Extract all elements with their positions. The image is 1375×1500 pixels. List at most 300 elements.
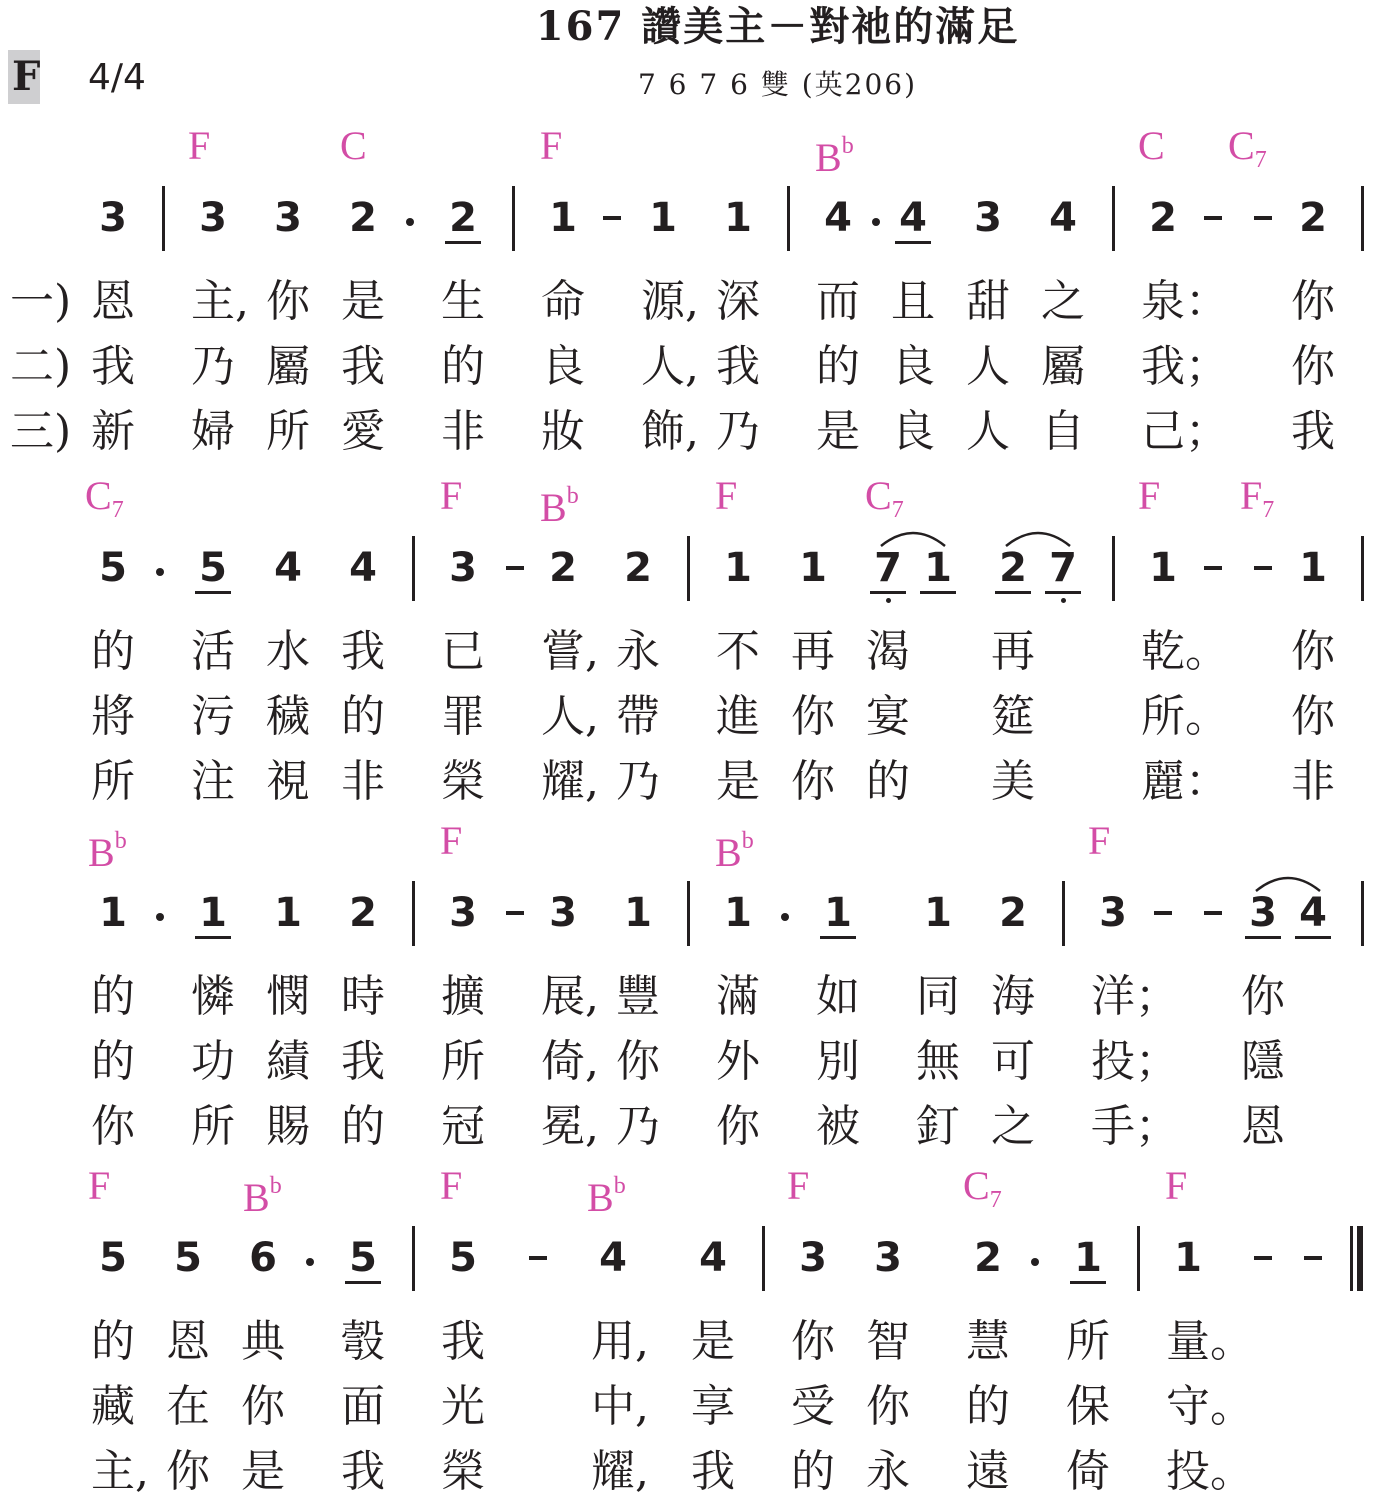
note-underline xyxy=(1245,936,1281,939)
lyric-syllable: 你 xyxy=(616,1036,660,1087)
barline xyxy=(412,881,415,946)
verse-label: 一) xyxy=(10,276,72,327)
lyric-syllable: 我 xyxy=(691,1446,735,1497)
augmentation-dot xyxy=(156,913,164,921)
lyric-syllable: 的 xyxy=(341,691,385,742)
lyric-syllable: 人 xyxy=(966,341,1010,392)
barline xyxy=(687,881,690,946)
lyric-syllable: 命 xyxy=(541,276,585,327)
lyric-syllable: 屬 xyxy=(266,341,310,392)
lyric-syllable: 是 xyxy=(341,276,385,327)
chord-extension: 7 xyxy=(989,1187,1002,1213)
lyric-syllable: 乾。 xyxy=(1141,626,1229,677)
barline xyxy=(162,186,165,251)
lyric-syllable: 你 xyxy=(791,1316,835,1367)
note-digit: 2 xyxy=(349,195,377,241)
sustain-dash xyxy=(1154,911,1172,915)
chord-root: F xyxy=(540,123,563,168)
note-digit: 2 xyxy=(549,545,577,591)
lyric-syllable: 注 xyxy=(191,756,235,807)
note-digit: 7 xyxy=(1049,545,1077,591)
note-digit: 5 xyxy=(199,545,227,591)
lyric-syllable: 的 xyxy=(791,1446,835,1497)
note-underline xyxy=(1295,936,1331,939)
chord-root: B xyxy=(88,830,115,875)
note-digit: 1 xyxy=(799,545,827,591)
final-barline-thin xyxy=(1350,1226,1353,1291)
chord-extension: 7 xyxy=(891,497,904,523)
note-digit: 5 xyxy=(99,1235,127,1281)
lyric-syllable: 彀 xyxy=(341,1316,385,1367)
chord-root: F xyxy=(1088,818,1111,863)
chord-symbol xyxy=(715,473,738,518)
lyric-syllable: 受 xyxy=(791,1381,835,1432)
lyric-syllable: 恩 xyxy=(1241,1101,1285,1152)
lyric-syllable: 如 xyxy=(816,971,860,1022)
barline xyxy=(412,536,415,601)
note-digit: 1 xyxy=(924,890,952,936)
note-digit: 5 xyxy=(349,1235,377,1281)
barline xyxy=(1361,186,1364,251)
lyric-syllable: 再 xyxy=(791,626,835,677)
lyric-syllable: 乃 xyxy=(616,1101,660,1152)
lyric-syllable: 穢 xyxy=(266,691,310,742)
lyric-syllable: 活 xyxy=(191,626,235,677)
note-underline xyxy=(1070,1281,1106,1284)
lyric-syllable: 別 xyxy=(816,1036,860,1087)
note-underline xyxy=(195,591,231,594)
lyric-syllable: 榮 xyxy=(441,1446,485,1497)
note-underline xyxy=(995,591,1031,594)
chord-symbol xyxy=(865,473,904,530)
lyric-syllable: 筵 xyxy=(991,691,1035,742)
tie-arc xyxy=(1253,871,1323,895)
lyric-syllable: 源, xyxy=(641,276,699,327)
lyric-syllable: 我 xyxy=(91,341,135,392)
chord-root: F xyxy=(1240,473,1263,518)
lyric-syllable: 是 xyxy=(716,756,760,807)
barline xyxy=(1361,881,1364,946)
chord-root: C xyxy=(1228,123,1255,168)
lyric-syllable: 再 xyxy=(991,626,1035,677)
lyric-syllable: 的 xyxy=(816,341,860,392)
lyric-syllable: 所 xyxy=(441,1036,485,1087)
chord-root: B xyxy=(540,485,567,530)
chord-root: C xyxy=(85,473,112,518)
lyric-syllable: 耀, xyxy=(541,756,599,807)
hymn-meter: 7 6 7 6 雙 (英206) xyxy=(637,68,918,101)
lyric-syllable: 且 xyxy=(891,276,935,327)
lyric-syllable: 釘 xyxy=(916,1101,960,1152)
barline xyxy=(787,186,790,251)
lyric-syllable: 非 xyxy=(1291,756,1335,807)
note-digit: 3 xyxy=(199,195,227,241)
note-digit: 1 xyxy=(724,195,752,241)
note-digit: 5 xyxy=(449,1235,477,1281)
lyric-syllable: 你 xyxy=(791,756,835,807)
lyric-syllable: 所 xyxy=(266,406,310,457)
lyric-syllable: 主, xyxy=(191,276,249,327)
lyric-syllable: 所 xyxy=(1066,1316,1110,1367)
lyric-syllable: 恩 xyxy=(91,276,135,327)
chord-symbol xyxy=(787,1163,810,1208)
lyric-syllable: 所。 xyxy=(1141,691,1229,742)
lyric-syllable: 所 xyxy=(91,756,135,807)
lyric-syllable: 我 xyxy=(341,626,385,677)
lyric-syllable: 是 xyxy=(241,1446,285,1497)
lyric-syllable: 是 xyxy=(816,406,860,457)
lyric-syllable: 的 xyxy=(441,341,485,392)
lyric-syllable: 我 xyxy=(341,341,385,392)
lyric-syllable: 遠 xyxy=(966,1446,1010,1497)
augmentation-dot xyxy=(1031,1258,1039,1266)
sustain-dash xyxy=(1254,566,1272,570)
chord-symbol xyxy=(243,1166,282,1218)
key-signature: F xyxy=(12,53,41,100)
lyric-syllable: 人, xyxy=(541,691,599,742)
lyric-syllable: 的 xyxy=(866,756,910,807)
hymn-title: 167 讚美主－對祂的滿足 xyxy=(535,3,1020,50)
lyric-syllable: 你 xyxy=(716,1101,760,1152)
lyric-syllable: 水 xyxy=(266,626,310,677)
chord-symbol xyxy=(587,1166,626,1218)
lyric-syllable: 手； xyxy=(1091,1101,1179,1152)
note-digit: 5 xyxy=(174,1235,202,1281)
note-digit: 1 xyxy=(924,545,952,591)
verse-label: 二) xyxy=(10,341,72,392)
chord-root: F xyxy=(715,473,738,518)
lyric-syllable: 的 xyxy=(91,971,135,1022)
lyric-syllable: 污 xyxy=(191,691,235,742)
lyric-syllable: 憫 xyxy=(266,971,310,1022)
lyric-syllable: 榮 xyxy=(441,756,485,807)
lyric-syllable: 典 xyxy=(241,1316,285,1367)
lyric-syllable: 我 xyxy=(441,1316,485,1367)
note-digit: 1 xyxy=(1299,545,1327,591)
lyric-syllable: 良 xyxy=(891,406,935,457)
chord-root: B xyxy=(243,1175,270,1220)
note-digit: 1 xyxy=(1074,1235,1102,1281)
lyric-syllable: 保 xyxy=(1066,1381,1110,1432)
chord-root: B xyxy=(815,135,842,180)
lyric-syllable: 被 xyxy=(816,1101,860,1152)
lyric-syllable: 泉： xyxy=(1141,276,1229,327)
chord-symbol xyxy=(540,476,579,528)
barline xyxy=(1137,1226,1140,1291)
lyric-syllable: 的 xyxy=(966,1381,1010,1432)
sustain-dash xyxy=(1204,911,1222,915)
barline xyxy=(687,536,690,601)
lyric-syllable: 乃 xyxy=(191,341,235,392)
lyric-syllable: 自 xyxy=(1041,406,1085,457)
lyric-syllable: 隱 xyxy=(1241,1036,1285,1087)
lyric-syllable: 你 xyxy=(266,276,310,327)
chord-symbol xyxy=(340,123,367,168)
note-digit: 2 xyxy=(449,195,477,241)
note-underline xyxy=(1045,591,1081,594)
lyric-syllable: 倚 xyxy=(1066,1446,1110,1497)
lyric-syllable: 嘗, xyxy=(541,626,599,677)
sustain-dash xyxy=(1204,566,1222,570)
lyric-syllable: 慧 xyxy=(966,1316,1010,1367)
lyric-syllable: 冕, xyxy=(541,1101,599,1152)
lyric-syllable: 渴 xyxy=(866,626,910,677)
lyric-syllable: 己； xyxy=(1141,406,1229,457)
note-underline xyxy=(920,591,956,594)
lyric-syllable: 深 xyxy=(716,276,760,327)
lyric-syllable: 無 xyxy=(916,1036,960,1087)
sustain-dash xyxy=(1204,216,1222,220)
lyric-syllable: 投。 xyxy=(1166,1446,1254,1497)
lyric-syllable: 帶 xyxy=(616,691,660,742)
lyric-syllable: 甜 xyxy=(966,276,1010,327)
note-digit: 2 xyxy=(1149,195,1177,241)
note-digit: 4 xyxy=(824,195,852,241)
chord-symbol xyxy=(963,1163,1002,1220)
lyric-syllable: 你 xyxy=(166,1446,210,1497)
chord-root: F xyxy=(188,123,211,168)
note-digit: 4 xyxy=(1049,195,1077,241)
chord-root: F xyxy=(440,473,463,518)
lyric-syllable: 妝 xyxy=(541,406,585,457)
lyric-syllable: 乃 xyxy=(616,756,660,807)
lyric-syllable: 可 xyxy=(991,1036,1035,1087)
sustain-dash xyxy=(1254,1256,1272,1260)
lyric-syllable: 愛 xyxy=(341,406,385,457)
chord-symbol xyxy=(715,821,754,873)
lyric-syllable: 你 xyxy=(1291,626,1335,677)
chord-symbol xyxy=(1138,473,1161,518)
note-underline xyxy=(895,241,931,244)
lyric-syllable: 良 xyxy=(541,341,585,392)
lyric-syllable: 在 xyxy=(166,1381,210,1432)
lyric-syllable: 婦 xyxy=(191,406,235,457)
augmentation-dot xyxy=(306,1258,314,1266)
lyric-syllable: 時 xyxy=(341,971,385,1022)
chord-root: B xyxy=(587,1175,614,1220)
lyric-syllable: 之 xyxy=(991,1101,1035,1152)
chord-root: B xyxy=(715,830,742,875)
lyric-syllable: 展, xyxy=(541,971,599,1022)
barline xyxy=(512,186,515,251)
lyric-syllable: 賜 xyxy=(266,1101,310,1152)
chord-root: F xyxy=(440,1163,463,1208)
note-digit: 6 xyxy=(249,1235,277,1281)
chord-root: F xyxy=(787,1163,810,1208)
lyric-syllable: 守。 xyxy=(1166,1381,1254,1432)
chord-symbol xyxy=(1138,123,1165,168)
note-digit: 7 xyxy=(874,545,902,591)
lyric-syllable: 的 xyxy=(91,1316,135,1367)
note-digit: 3 xyxy=(99,195,127,241)
note-digit: 1 xyxy=(1149,545,1177,591)
barline xyxy=(1112,186,1115,251)
lyric-syllable: 生 xyxy=(441,276,485,327)
octave-dot-below xyxy=(886,598,891,603)
lyric-syllable: 洋； xyxy=(1091,971,1179,1022)
note-underline xyxy=(195,936,231,939)
lyric-syllable: 我 xyxy=(716,341,760,392)
note-digit: 1 xyxy=(724,890,752,936)
sustain-dash xyxy=(506,911,524,915)
note-digit: 3 xyxy=(449,890,477,936)
chord-symbol xyxy=(440,473,463,518)
verse-label: 三) xyxy=(10,406,72,457)
chord-extension: 7 xyxy=(111,497,124,523)
tie-arc xyxy=(1003,526,1073,550)
lyric-syllable: 而 xyxy=(816,276,860,327)
lyric-syllable: 恩 xyxy=(166,1316,210,1367)
chord-symbol xyxy=(815,126,854,178)
chord-accidental: b xyxy=(741,828,754,854)
note-digit: 1 xyxy=(824,890,852,936)
barline xyxy=(1112,536,1115,601)
chord-accidental: b xyxy=(269,1173,282,1199)
barline xyxy=(762,1226,765,1291)
chord-accidental: b xyxy=(841,133,854,159)
chord-root: F xyxy=(440,818,463,863)
chord-extension: 7 xyxy=(1262,497,1275,523)
lyric-syllable: 飾, xyxy=(641,406,699,457)
lyric-syllable: 人 xyxy=(966,406,1010,457)
lyric-syllable: 倚, xyxy=(541,1036,599,1087)
note-digit: 3 xyxy=(874,1235,902,1281)
sustain-dash xyxy=(506,566,524,570)
note-digit: 3 xyxy=(799,1235,827,1281)
note-digit: 2 xyxy=(974,1235,1002,1281)
note-digit: 4 xyxy=(349,545,377,591)
augmentation-dot xyxy=(781,913,789,921)
octave-dot-below xyxy=(1061,598,1066,603)
note-digit: 2 xyxy=(999,890,1027,936)
note-digit: 1 xyxy=(1174,1235,1202,1281)
note-digit: 3 xyxy=(1099,890,1127,936)
chord-accidental: b xyxy=(613,1173,626,1199)
time-signature: 4/4 xyxy=(88,57,146,98)
lyric-syllable: 我 xyxy=(1291,406,1335,457)
note-digit: 4 xyxy=(599,1235,627,1281)
lyric-syllable: 功 xyxy=(191,1036,235,1087)
note-digit: 4 xyxy=(899,195,927,241)
lyric-syllable: 你 xyxy=(241,1381,285,1432)
chord-symbol xyxy=(1088,818,1111,863)
chord-symbol xyxy=(188,123,211,168)
chord-root: C xyxy=(1138,123,1165,168)
lyric-syllable: 同 xyxy=(916,971,960,1022)
sustain-dash xyxy=(529,1256,547,1260)
lyric-syllable: 我； xyxy=(1141,341,1229,392)
note-digit: 2 xyxy=(349,890,377,936)
lyric-syllable: 之 xyxy=(1041,276,1085,327)
lyric-syllable: 人, xyxy=(641,341,699,392)
lyric-syllable: 中, xyxy=(591,1381,649,1432)
note-digit: 4 xyxy=(1299,890,1327,936)
lyric-syllable: 屬 xyxy=(1041,341,1085,392)
note-digit: 3 xyxy=(1249,890,1277,936)
lyric-syllable: 擴 xyxy=(441,971,485,1022)
note-digit: 5 xyxy=(99,545,127,591)
sustain-dash xyxy=(1254,216,1272,220)
lyric-syllable: 不 xyxy=(716,626,760,677)
lyric-syllable: 宴 xyxy=(866,691,910,742)
note-digit: 2 xyxy=(624,545,652,591)
lyric-syllable: 麗： xyxy=(1141,756,1229,807)
lyric-syllable: 是 xyxy=(691,1316,735,1367)
note-digit: 3 xyxy=(449,545,477,591)
augmentation-dot xyxy=(156,568,164,576)
lyric-syllable: 你 xyxy=(91,1101,135,1152)
chord-symbol xyxy=(85,473,124,530)
augmentation-dot xyxy=(872,218,880,226)
chord-symbol xyxy=(440,1163,463,1208)
note-digit: 1 xyxy=(624,890,652,936)
lyric-syllable: 績 xyxy=(266,1036,310,1087)
lyric-syllable: 滿 xyxy=(716,971,760,1022)
chord-symbol xyxy=(88,1163,111,1208)
lyric-syllable: 你 xyxy=(1291,341,1335,392)
note-digit: 1 xyxy=(99,890,127,936)
note-digit: 3 xyxy=(549,890,577,936)
note-digit: 3 xyxy=(974,195,1002,241)
lyric-syllable: 我 xyxy=(341,1036,385,1087)
lyric-syllable: 我 xyxy=(341,1446,385,1497)
lyric-syllable: 良 xyxy=(891,341,935,392)
lyric-syllable: 投； xyxy=(1091,1036,1179,1087)
barline xyxy=(1361,536,1364,601)
chord-symbol xyxy=(1240,473,1275,530)
chord-symbol xyxy=(88,821,127,873)
note-digit: 1 xyxy=(549,195,577,241)
barline xyxy=(1062,881,1065,946)
note-underline xyxy=(445,241,481,244)
note-underline xyxy=(870,591,906,594)
chord-accidental: b xyxy=(114,828,127,854)
chord-root: C xyxy=(865,473,892,518)
lyric-syllable: 罪 xyxy=(441,691,485,742)
lyric-syllable: 耀, xyxy=(591,1446,649,1497)
lyric-syllable: 你 xyxy=(1241,971,1285,1022)
sustain-dash xyxy=(603,216,621,220)
lyric-syllable: 你 xyxy=(791,691,835,742)
lyric-syllable: 非 xyxy=(441,406,485,457)
lyric-syllable: 美 xyxy=(991,756,1035,807)
lyric-syllable: 享 xyxy=(691,1381,735,1432)
lyric-syllable: 永 xyxy=(616,626,660,677)
barline xyxy=(412,1226,415,1291)
lyric-syllable: 你 xyxy=(866,1381,910,1432)
sustain-dash xyxy=(1304,1256,1322,1260)
chord-symbol xyxy=(440,818,463,863)
lyric-syllable: 所 xyxy=(191,1101,235,1152)
chord-symbol xyxy=(1228,123,1267,180)
lyric-syllable: 光 xyxy=(441,1381,485,1432)
note-digit: 2 xyxy=(1299,195,1327,241)
chord-root: F xyxy=(1165,1163,1188,1208)
lyric-syllable: 憐 xyxy=(191,971,235,1022)
note-digit: 1 xyxy=(274,890,302,936)
lyric-syllable: 主, xyxy=(91,1446,149,1497)
chord-root: C xyxy=(340,123,367,168)
final-barline-thick xyxy=(1357,1226,1363,1291)
lyric-syllable: 外 xyxy=(716,1036,760,1087)
lyric-syllable: 的 xyxy=(341,1101,385,1152)
lyric-syllable: 新 xyxy=(91,406,135,457)
note-digit: 2 xyxy=(999,545,1027,591)
chord-root: C xyxy=(963,1163,990,1208)
lyric-syllable: 智 xyxy=(866,1316,910,1367)
lyric-syllable: 量。 xyxy=(1166,1316,1254,1367)
lyric-syllable: 進 xyxy=(716,691,760,742)
